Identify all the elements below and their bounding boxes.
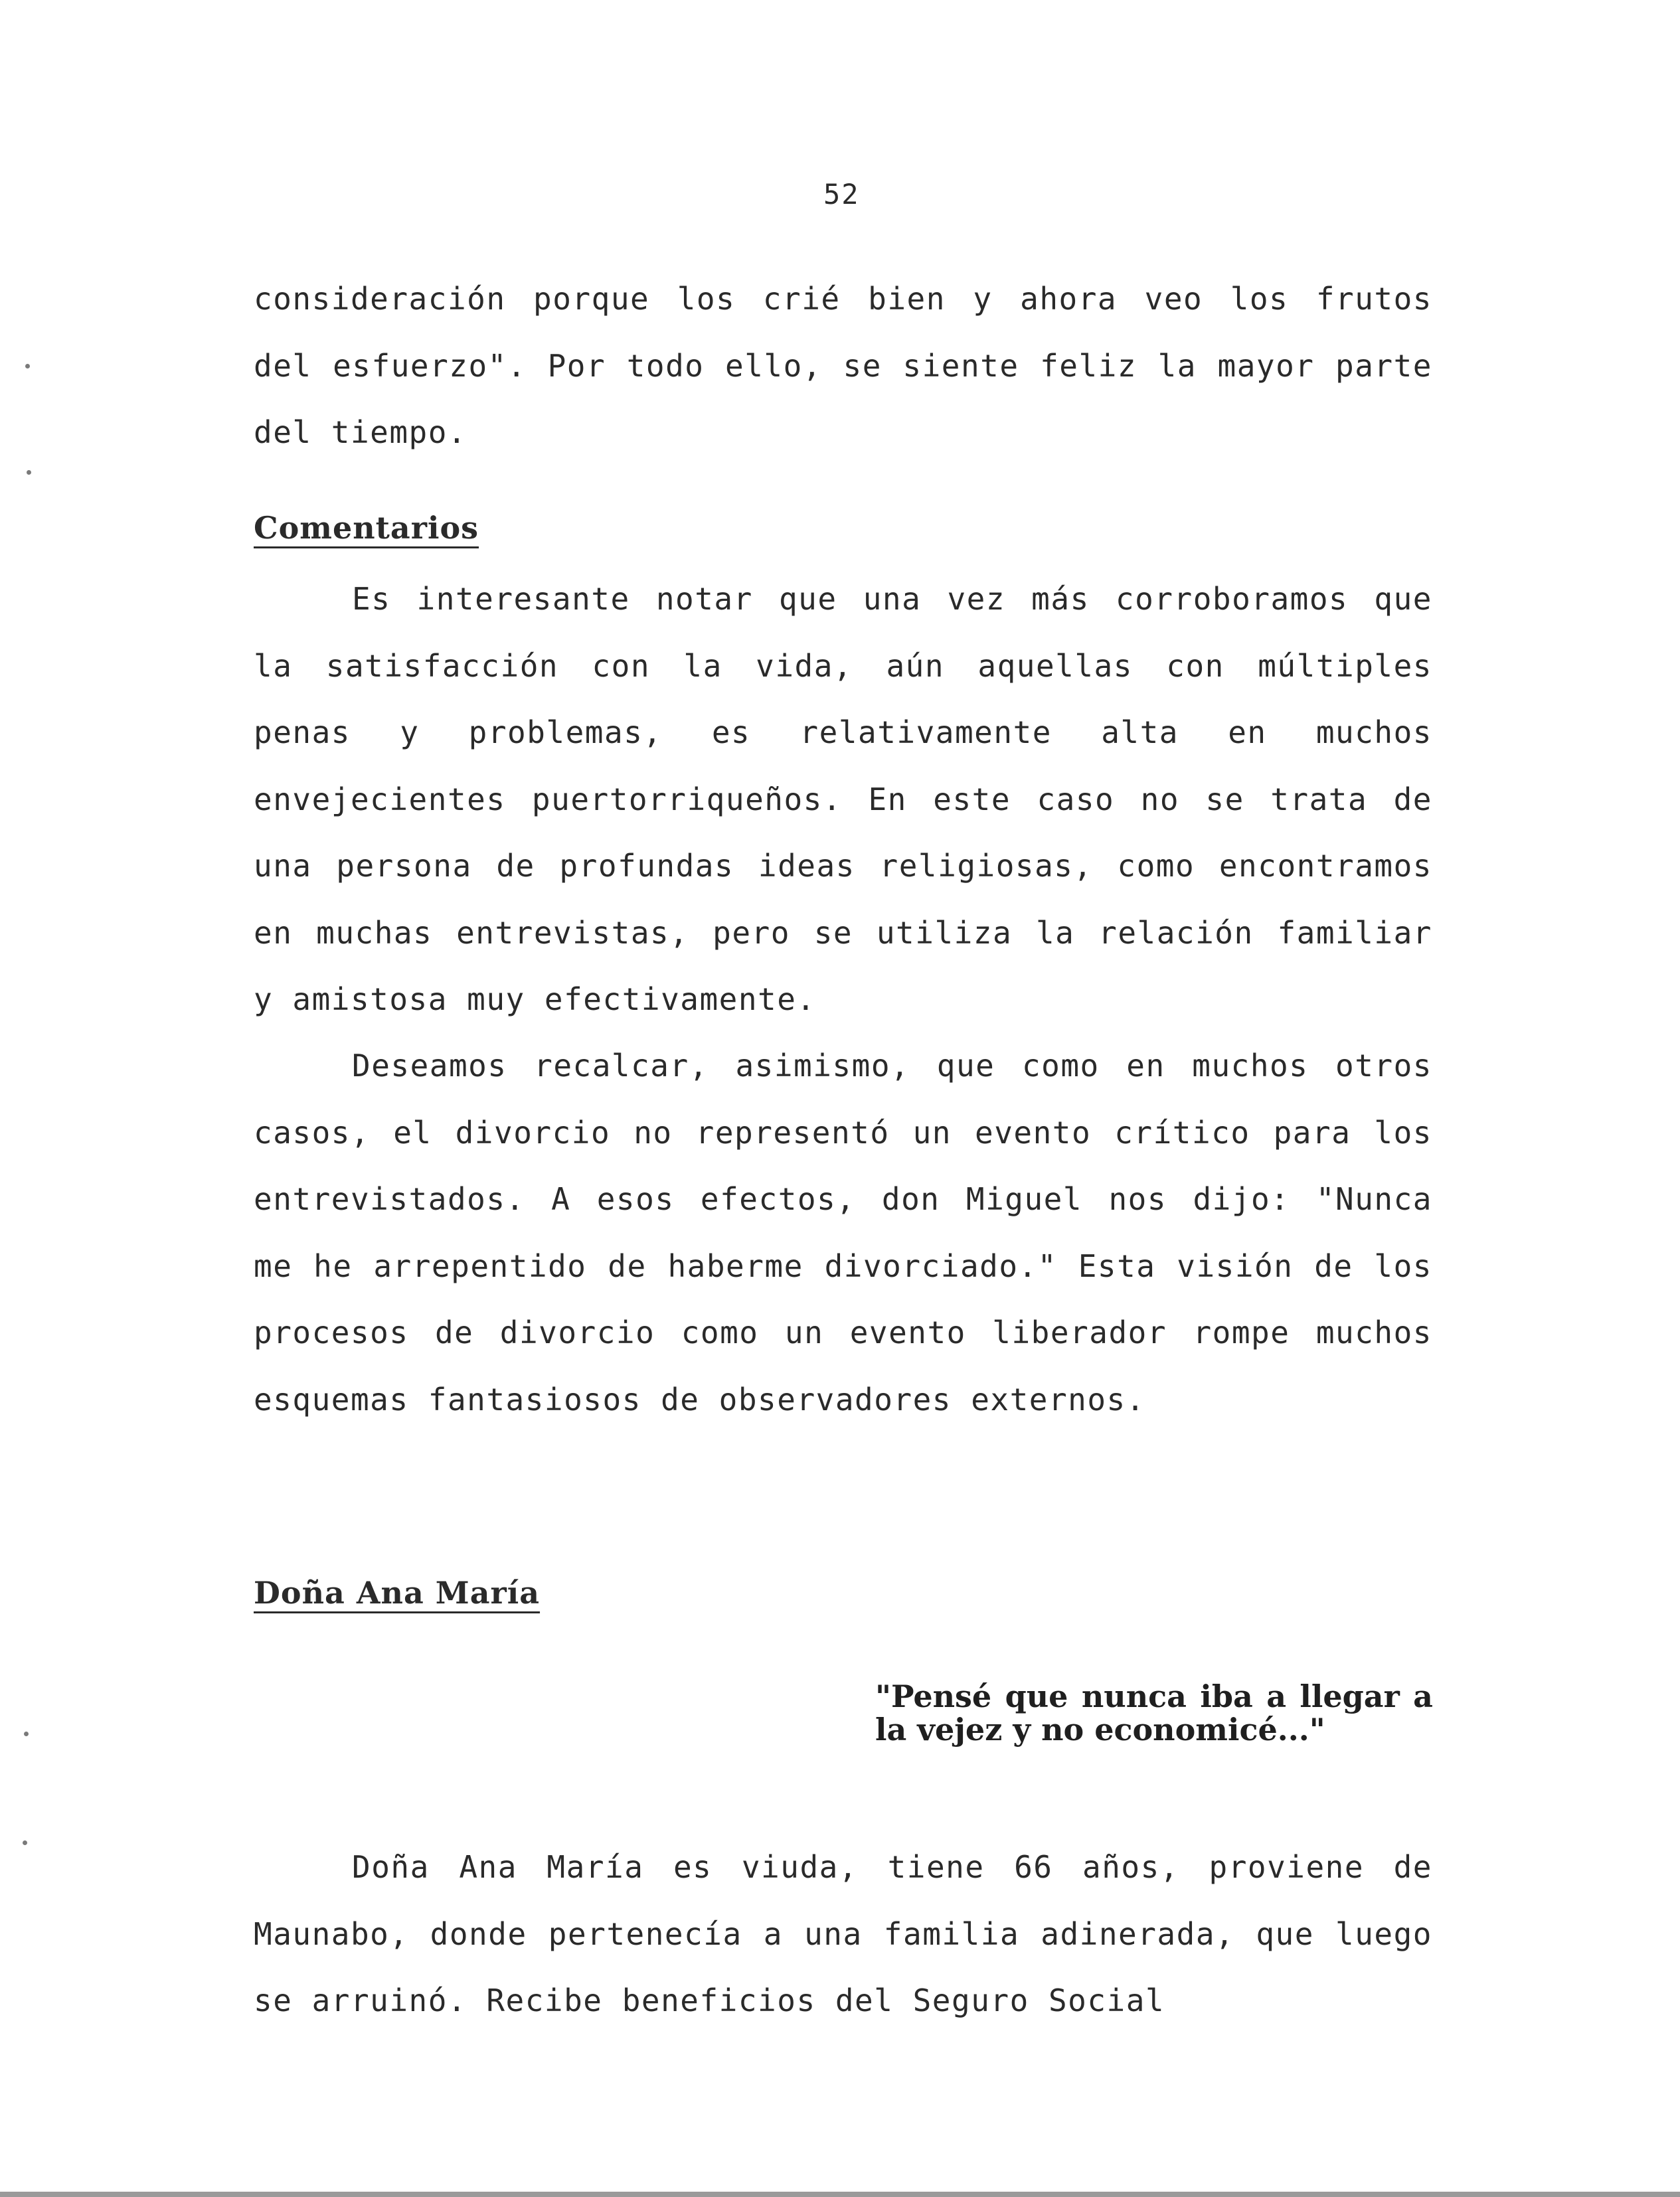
scan-bottom-edge — [0, 2192, 1680, 2197]
heading-dona-ana-maria: Doña Ana María — [254, 1575, 541, 1611]
ana-maria-paragraph-1: Doña Ana María es viuda, tiene 66 años, proviene de Maunabo, donde pertenecía a una familia adinerada, que luego se arruinó. Recibe beneficios del Seguro Social — [254, 1849, 1432, 2018]
scan-speck — [27, 470, 31, 475]
heading-comentarios: Comentarios — [254, 510, 479, 546]
comentarios-paragraph-1: Es interesante notar que una vez más corroboramos que la satisfacción con la vida, aún aquellas con múltiples penas y problemas, es relativamente alta en muchos envejecientes puertorriqueños. En este caso no se trata de una persona de profundas ideas religiosas, como encontramos en muchas entrevistas, pero se utiliza la relación familiar y amistosa muy efectivamente. — [254, 581, 1432, 1017]
epigraph-quote: "Pensé que nunca iba a llegar a la vejez y no economicé..." — [875, 1678, 1433, 1748]
comentarios-paragraph-2: Deseamos recalcar, asimismo, que como en muchos otros casos, el divorcio no representó un evento crítico para los entrevistados. A esos efectos, don Miguel nos dijo: "Nunca me he arrepentido de haberme divorciado." Esta visión de los procesos de divorcio como un evento liberador rompe muchos esquemas fantasiosos de observadores externos. — [254, 1048, 1432, 1418]
scan-speck — [23, 1840, 27, 1845]
page-number: 52 — [823, 178, 860, 210]
continuation-paragraph: consideración porque los crié bien y ahora veo los frutos del esfuerzo". Por todo ello, se siente feliz la mayor parte del tiempo. — [254, 281, 1432, 450]
scan-speck — [25, 364, 30, 368]
scan-speck — [24, 1732, 29, 1736]
